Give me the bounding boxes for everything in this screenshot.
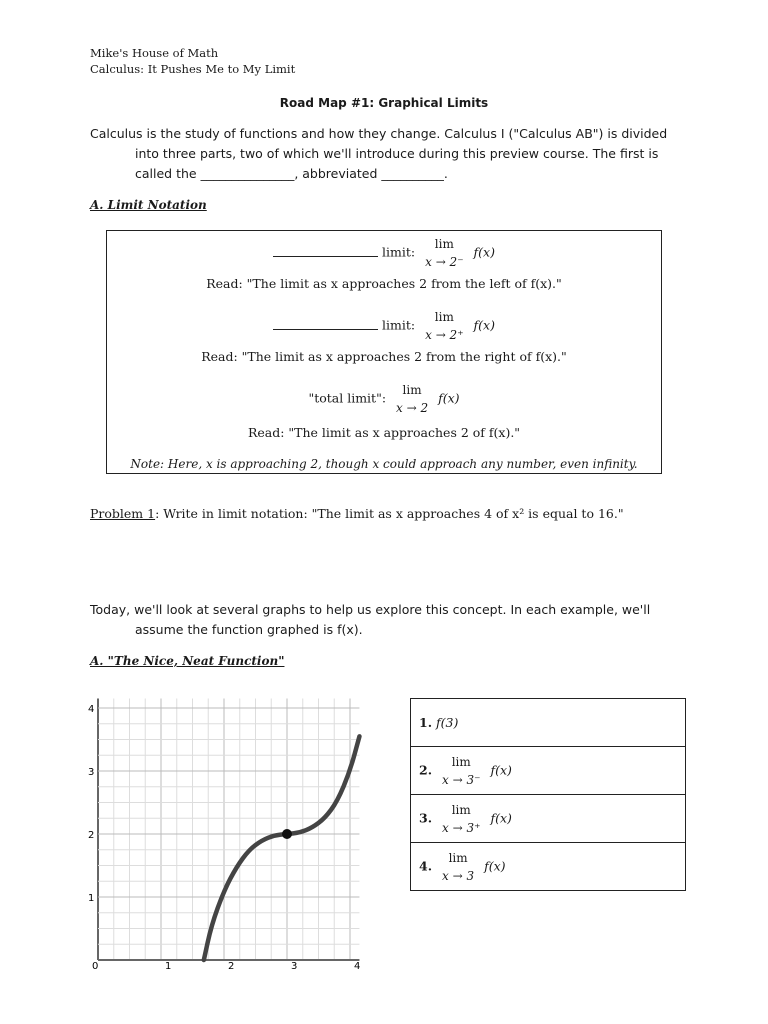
function-graph [84, 684, 364, 974]
x-tick-label: 0 [92, 961, 99, 972]
q1-text: f(3) [436, 715, 459, 730]
q2-lim-expr: lim x → 3⁻ [442, 754, 481, 787]
limit-notation-box [106, 230, 662, 474]
total-limit-label: "total limit": [308, 390, 387, 406]
problem-1-label: Problem 1 [90, 506, 156, 521]
question-row-1: 1. f(3) [411, 699, 686, 747]
left-lim-expr: lim x → 2⁻ [425, 237, 464, 269]
intro-line-3: called the _______________, abbreviated __________. [135, 166, 448, 181]
x-tick-label: 4 [354, 961, 361, 972]
y-tick-label: 1 [88, 893, 95, 904]
left-limit-blank [273, 244, 378, 257]
right-limit-row [107, 308, 661, 344]
function-curve [204, 736, 360, 960]
intro-paragraph [90, 124, 690, 184]
x-tick-label: 3 [291, 961, 298, 972]
page-title: Road Map #1: Graphical Limits [279, 96, 489, 110]
section-limit-notation: A. Limit Notation [90, 198, 207, 212]
problem-1-text: : Write in limit notation: "The limit as x approaches 4 of x² is equal to 16." [155, 506, 624, 521]
total-lim-expr: lim x → 2 [396, 383, 429, 415]
question-row-2: 2. lim x → 3⁻ f(x) [411, 747, 686, 795]
point-at-x3 [282, 829, 292, 839]
total-fx: f(x) [438, 390, 460, 406]
question-row-4: 4. lim x → 3 f(x) [411, 843, 686, 891]
today-line-2: assume the function graphed is f(x). [135, 622, 363, 637]
q3-lim-expr: lim x → 3⁺ [442, 802, 481, 835]
problem-1 [90, 506, 624, 521]
left-limit-row [107, 235, 661, 271]
header-line-2: Calculus: It Pushes Me to My Limit [90, 62, 296, 76]
right-limit-blank [273, 317, 378, 330]
questions-table [410, 698, 686, 891]
header-line-1: Mike's House of Math [90, 46, 219, 60]
x-tick-label: 1 [165, 961, 172, 972]
intro-line-1: Calculus is the study of functions and how they change. Calculus I ("Calculus AB") is divided [90, 126, 668, 141]
x-tick-label: 2 [228, 961, 235, 972]
y-tick-label: 4 [88, 704, 95, 715]
right-limit-label: limit: [382, 317, 416, 333]
y-tick-label: 2 [88, 830, 95, 841]
today-line-1: Today, we'll look at several graphs to help us explore this concept. In each example, we'll [90, 602, 651, 617]
right-lim-expr: lim x → 2⁺ [425, 310, 464, 342]
total-limit-read: Read: "The limit as x approaches 2 of f(x)." [247, 425, 521, 440]
right-fx: f(x) [473, 317, 495, 333]
left-limit-label: limit: [382, 244, 416, 260]
q4-lim-expr: lim x → 3 [442, 850, 475, 883]
total-limit-row [107, 381, 661, 417]
left-fx: f(x) [473, 244, 495, 260]
y-tick-label: 3 [88, 767, 95, 778]
section-nice-neat-function: A. "The Nice, Neat Function" [90, 654, 285, 668]
limit-note: Note: Here, x is approaching 2, though x could approach any number, even infinity. [130, 457, 638, 471]
question-row-3: 3. lim x → 3⁺ f(x) [411, 795, 686, 843]
right-limit-read: Read: "The limit as x approaches 2 from the right of f(x)." [201, 349, 567, 364]
intro-line-2: into three parts, two of which we'll introduce during this preview course. The first is [135, 146, 659, 161]
today-paragraph [90, 600, 700, 640]
left-limit-read: Read: "The limit as x approaches 2 from the left of f(x)." [206, 276, 562, 291]
